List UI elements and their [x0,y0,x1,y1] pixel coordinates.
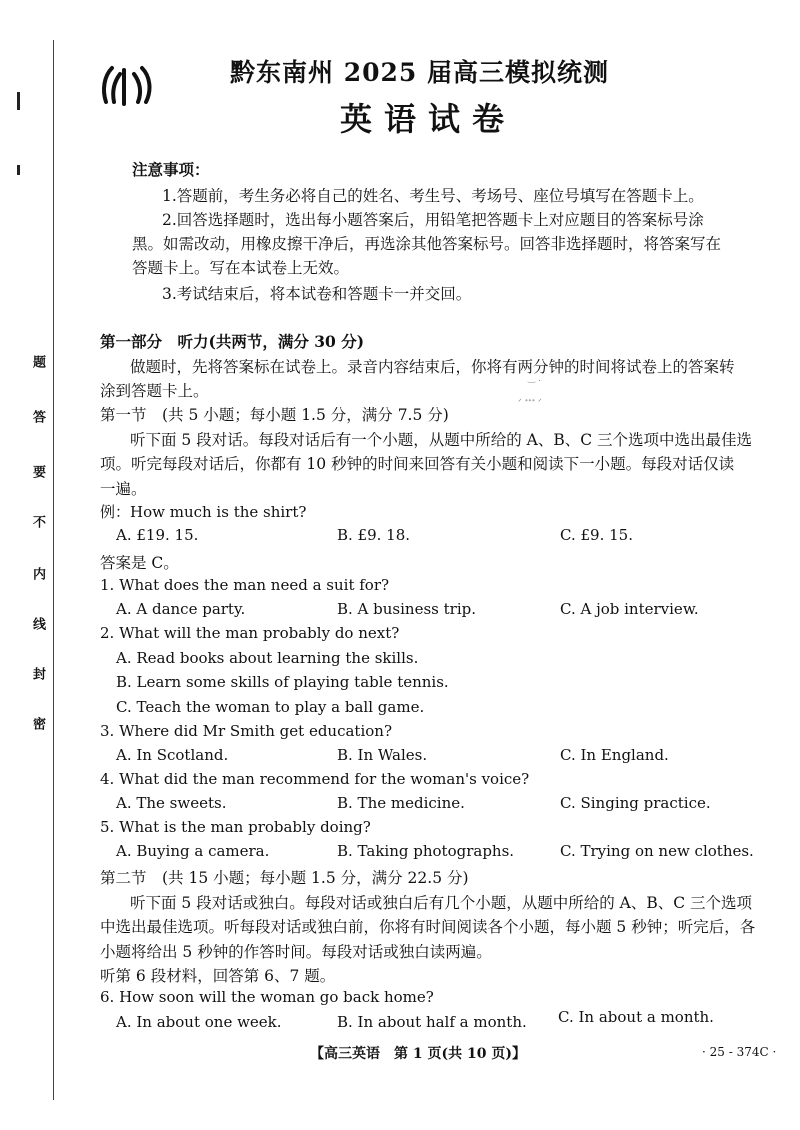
section2-desc: 小题将给出 5 秒钟的作答时间。每段对话或独白读两遍。 [100,943,492,961]
question-3: 3. Where did Mr Smith get education? [100,722,392,740]
q1-option-b: B. A business trip. [337,600,476,618]
q2-option-a: A. Read books about learning the skills. [116,649,419,667]
scan-smudge: ‿ . [528,374,541,384]
example-question: 例：How much is the shirt? [100,503,307,521]
question-6: 6. How soon will the woman go back home? [100,988,434,1006]
margin-mark [17,165,20,175]
question-5: 5. What is the man probably doing? [100,818,371,836]
part1-intro: 涂到答题卡上。 [100,382,209,400]
exam-code: · 25 - 374C · [702,1045,777,1059]
section1-desc: 项。听完每段对话后，你都有 10 秒钟的时间来回答有关小题和阅读下一小题。每段对话仅读 [100,455,735,473]
q5-option-a: A. Buying a camera. [116,842,270,860]
side-char: 密 [30,717,45,730]
q2-option-b: B. Learn some skills of playing table tennis. [116,673,449,691]
side-char: 答 [30,410,45,423]
q4-option-c: C. Singing practice. [560,794,711,812]
section1-title: 第一节 (共 5 小题；每小题 1.5 分，满分 7.5 分) [100,406,449,424]
q4-option-b: B. The medicine. [337,794,465,812]
example-option-b: B. £9. 18. [337,526,411,544]
side-char: 不 [30,515,45,528]
side-char: 要 [30,465,45,478]
notice-item: 答题卡上。写在本试卷上无效。 [132,259,350,277]
q1-option-a: A. A dance party. [116,600,246,618]
page-footer: 【高三英语 第 1 页(共 10 页)】 [310,1046,526,1062]
notice-item: 1.答题前，考生务必将自己的姓名、考生号、考场号、座位号填写在答题卡上。 [162,187,704,205]
q5-option-b: B. Taking photographs. [337,842,515,860]
example-option-a: A. £19. 15. [116,526,199,544]
q6-option-b: B. In about half a month. [337,1013,527,1031]
q5-option-c: C. Trying on new clothes. [560,842,754,860]
notice-item: 2.回答选择题时，选出每小题答案后，用铅笔把答题卡上对应题目的答案标号涂 [162,211,704,229]
notice-item: 3.考试结束后，将本试卷和答题卡一并交回。 [162,285,472,303]
example-answer: 答案是 C。 [100,554,179,572]
notice-item: 黑。如需改动，用橡皮擦干净后，再选涂其他答案标号。回答非选择题时，将答案写在 [132,235,722,253]
side-char: 封 [30,667,45,680]
section2-desc: 中选出最佳选项。听每段对话或独白前，你将有时间阅读各个小题，每小题 5 秒钟；听完后，各 [100,918,756,936]
logo-icon [100,62,152,110]
q4-option-a: A. The sweets. [116,794,227,812]
margin-mark [17,92,20,110]
section1-desc: 听下面 5 段对话。每段对话后有一个小题，从题中所给的 A、B、C 三个选项中选出最佳选 [130,431,753,449]
section2-desc: 听下面 5 段对话或独白。每段对话或独白后有几个小题，从题中所给的 A、B、C 三个选项 [130,894,753,912]
side-char: 内 [30,567,45,580]
side-char: 线 [30,617,45,630]
question-2: 2. What will the man probably do next? [100,624,400,642]
q1-option-c: C. A job interview. [560,600,699,618]
part1-intro: 做题时，先将答案标在试卷上。录音内容结束后，你将有两分钟的时间将试卷上的答案转 [130,358,735,376]
subject-title: 英语试卷 [340,100,517,138]
q2-option-c: C. Teach the woman to play a ball game. [116,698,425,716]
exam-title: 黔东南州 2025 届高三模拟统测 [230,58,609,87]
material-instruction: 听第 6 段材料，回答第 6、7 题。 [100,967,336,985]
example-option-c: C. £9. 15. [560,526,633,544]
binding-line [53,40,54,1100]
q3-option-b: B. In Wales. [337,746,428,764]
side-char: 题 [30,355,45,368]
q6-option-a: A. In about one week. [116,1013,282,1031]
section2-title: 第二节 (共 15 小题；每小题 1.5 分，满分 22.5 分) [100,869,469,887]
question-4: 4. What did the man recommend for the woman's voice? [100,770,530,788]
question-1: 1. What does the man need a suit for? [100,576,390,594]
q3-option-a: A. In Scotland. [116,746,229,764]
notice-heading: 注意事项： [132,160,210,179]
q6-option-c: C. In about a month. [558,1008,714,1026]
section1-desc: 一遍。 [100,480,147,498]
part1-title: 第一部分 听力(共两节，满分 30 分) [100,332,365,351]
q3-option-c: C. In England. [560,746,669,764]
scan-smudge: ᐟ ᐩᐩᐩ ᐟ [518,398,542,408]
